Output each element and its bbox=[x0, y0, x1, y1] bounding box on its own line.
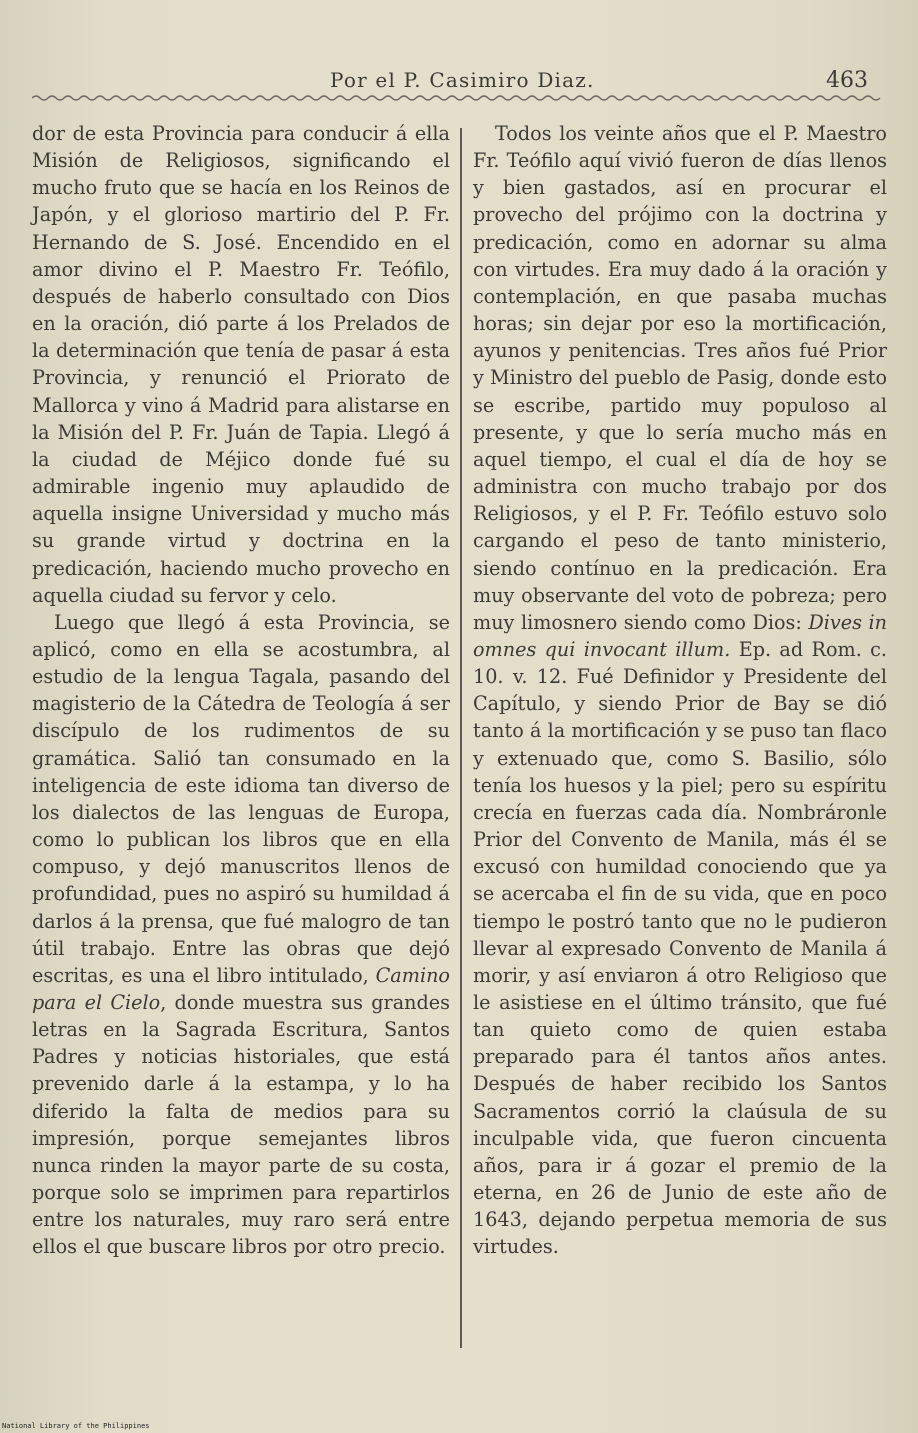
right-paragraph-1 bbox=[473, 120, 887, 1261]
left-paragraph-2 bbox=[32, 609, 450, 1261]
left-paragraph-2-text-b: , donde muestra sus grandes letras en la Sagrada Escritura, Santos Padres y noticias historiales, que está prevenido darle á la estampa, y lo ha diferido la falta de medios para su impresión, porque semejantes libros nunca rinden la mayor parte de su costa, porque solo se imprimen para repartirlos entre los naturales, muy raro será entre ellos el que buscare libros por otro precio. bbox=[32, 991, 450, 1259]
column-divider bbox=[460, 128, 462, 1348]
latin-quote: Dives in omnes qui invocant illum. bbox=[473, 610, 887, 661]
right-paragraph-1-text-a: Todos los veinte años que el P. Maestro Fr. Teófilo aquí vivió fueron de días llenos y bien gastados, así en procurar el provecho del prójimo con la doctrina y predicación, como en adornar su alma con virtudes. Era muy dado á la oración y contemplación, en que pasaba muchas horas; sin dejar por eso la mortificación, ayunos y penitencias. Tres años fué Prior y Ministro del pueblo de Pasig, donde esto se escribe, partido muy populoso al presente, y que lo sería mucho más en aquel tiempo, el cual el día de hoy se administra con mucho trabajo por dos Religiosos, y el P. Fr. Teófilo estuvo solo cargando el peso de tanto ministerio, siendo contínuo en la predicación. Era muy observante del voto de pobreza; pero muy limosnero siendo como Dios: bbox=[473, 122, 887, 634]
left-paragraph-1: dor de esta Provincia para conducir á ella Misión de Religiosos, significando el mucho fruto que se hacía en los Reinos de Japón, y el glorioso martirio del P. Fr. Hernando de S. José. Encendido en el amor divino el P. Maestro Fr. Teófilo, después de haberlo consultado con Dios en la oración, dió parte á los Prelados de la determinación que tenía de pasar á esta Provincia, y renunció el Priorato de Mallorca y vino á Madrid para alistarse en la Misión del P. Fr. Juán de Tapia. Llegó á la ciudad de Méjico donde fué su admirable ingenio muy aplaudido de aquella insigne Universidad y mucho más su grande virtud y doctrina en la predicación, haciendo mucho provecho en aquella ciudad su fervor y celo. bbox=[32, 122, 450, 607]
left-column bbox=[32, 120, 450, 1261]
header-wavy-rule bbox=[32, 92, 882, 104]
right-paragraph-1-text-b: Ep. ad Rom. c. 10. v. 12. Fué Definidor y Presidente del Capítulo, y siendo Prior de Bay se dió tanto á la mortificación y se puso tan flaco y extenuado que, como S. Basilio, sólo tenía los huesos y la piel; pero su espíritu crecía en fuerzas cada día. Nombráronle Prior del Convento de Manila, más él se excusó con humildad conociendo que ya se acercaba el fin de su vida, que en poco tiempo le postró tanto que no le pudieron llevar al expresado Convento de Manila á morir, y así enviaron á otro Religioso que le asistiese en el último tránsito, que fué tan quieto como de quien estaba preparado para él tantos años antes. Después de haber recibido los Santos Sacramentos corrió la claúsula de su inculpable vida, que fueron cincuenta años, para ir á gozar el premio de la eterna, en 26 de Junio de este año de 1643, dejando perpetua memoria de sus virtudes. bbox=[473, 637, 887, 1259]
book-title: Camino para el Cielo bbox=[32, 963, 450, 1014]
left-paragraph-2-text-a: Luego que llegó á esta Provincia, se aplicó, como en ella se acostumbra, al estudio de la lengua Tagala, pasando del magisterio de la Cátedra de Teología á ser discípulo de los rudimentos de su gramática. Salió tan consumado en la inteligencia de este idioma tan diverso de los dialectos de las lenguas de Europa, como lo publican los libros que en ella compuso, y dejó manuscritos llenos de profundidad, pues no aspiró su humildad á darlos á la prensa, que fué malogro de tan útil trabajo. Entre las obras que dejó escritas, es una el libro intitulado, bbox=[32, 610, 450, 987]
page-number: 463 bbox=[826, 68, 868, 93]
library-credit: National Library of the Philippines bbox=[2, 1422, 150, 1430]
right-column bbox=[473, 120, 887, 1261]
running-title: Por el P. Casimiro Diaz. bbox=[330, 68, 595, 92]
